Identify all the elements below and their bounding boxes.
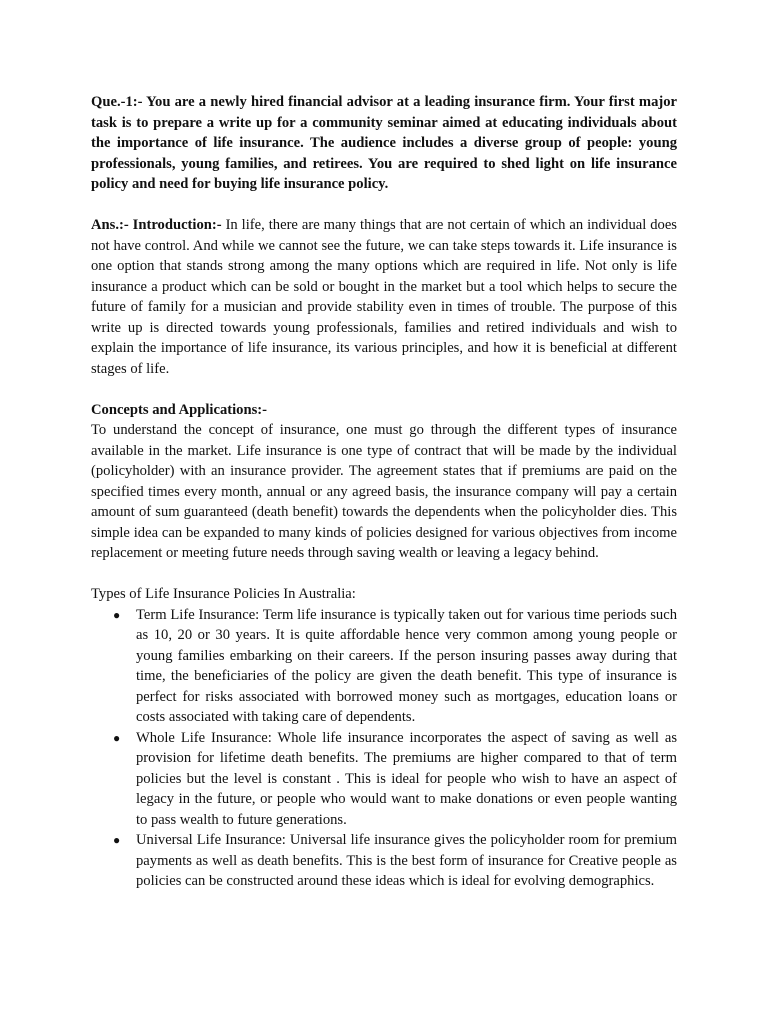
bullet-icon: ●	[113, 730, 121, 745]
concepts-heading: Concepts and Applications:-	[91, 401, 267, 418]
answer-label: Ans.:- Introduction:-	[91, 217, 222, 233]
answer-paragraph	[91, 215, 677, 379]
concepts-paragraph: To understand the concept of insurance, one must go through the different types of insurance available in the market. Life insurance is one type of contract that will be made by the individual (policyholder) with an insurance provider. The agreement states that if premiums are paid on the specified times every month, annual or any agreed basis, the insurance company will pay a certain amount of sum guaranteed (death benefit) towards the dependents when the policyholder dies. This simple idea can be expanded to many kinds of policies designed for various objectives from income replacement or meeting future needs through saving wealth or leaving a legacy behind.	[91, 422, 677, 561]
list-item	[113, 605, 677, 728]
document-page	[91, 92, 677, 892]
bullet-icon: ●	[113, 607, 121, 622]
types-list	[91, 605, 677, 892]
list-item	[113, 728, 677, 831]
types-heading: Types of Life Insurance Policies In Australia:	[91, 586, 356, 602]
list-item-text: Whole Life Insurance: Whole life insurance incorporates the aspect of saving as well as provision for lifetime death benefits. The premiums are higher compared to that of term policies but the level is constant . This is ideal for people who wish to have an aspect of legacy in the future, or people who would want to make donations or even people wanting to pass wealth to future generations.	[136, 729, 677, 828]
bullet-icon: ●	[113, 833, 121, 847]
answer-text: In life, there are many things that are not certain of which an individual does not have control. And while we cannot see the future, we can take steps towards it. Life insurance is one option that stands strong among the many options which are required in life. Not only is life insurance a product which can be sold or bought in the market but a tool which helps to secure the future of family for a musician and provide stability even in times of trouble. The purpose of this write up is directed towards young professionals, families and retired individuals and wish to explain the importance of life insurance, its various principles, and how it is beneficial at different stages of life.	[91, 217, 677, 377]
list-item-text: Term Life Insurance: Term life insurance is typically taken out for various time periods such as 10, 20 or 30 years. It is quite affordable hence very common among young people or young families embarking on their careers. If the person insuring passes away during that time, the beneficiaries of the policy are given the death benefit. This type of insurance is perfect for risks associated with borrowed money such as mortgages, education loans or costs associated with taking care of dependents.	[136, 606, 677, 725]
list-item	[113, 830, 677, 892]
question-paragraph: Que.-1:- You are a newly hired financial advisor at a leading insurance firm. Your first major task is to prepare a write up for a community seminar aimed at educating individuals about the importance of life insurance. The audience includes a diverse group of people: young professionals, young families, and retirees. You are required to shed light on life insurance policy and need for buying life insurance policy.	[91, 94, 677, 192]
list-item-text: Universal Life Insurance: Universal life insurance gives the policyholder room for premium payments as well as death benefits. This is the best form of insurance for Creative people as policies can be constructed around these ideas which is ideal for evolving demographics.	[136, 832, 677, 889]
